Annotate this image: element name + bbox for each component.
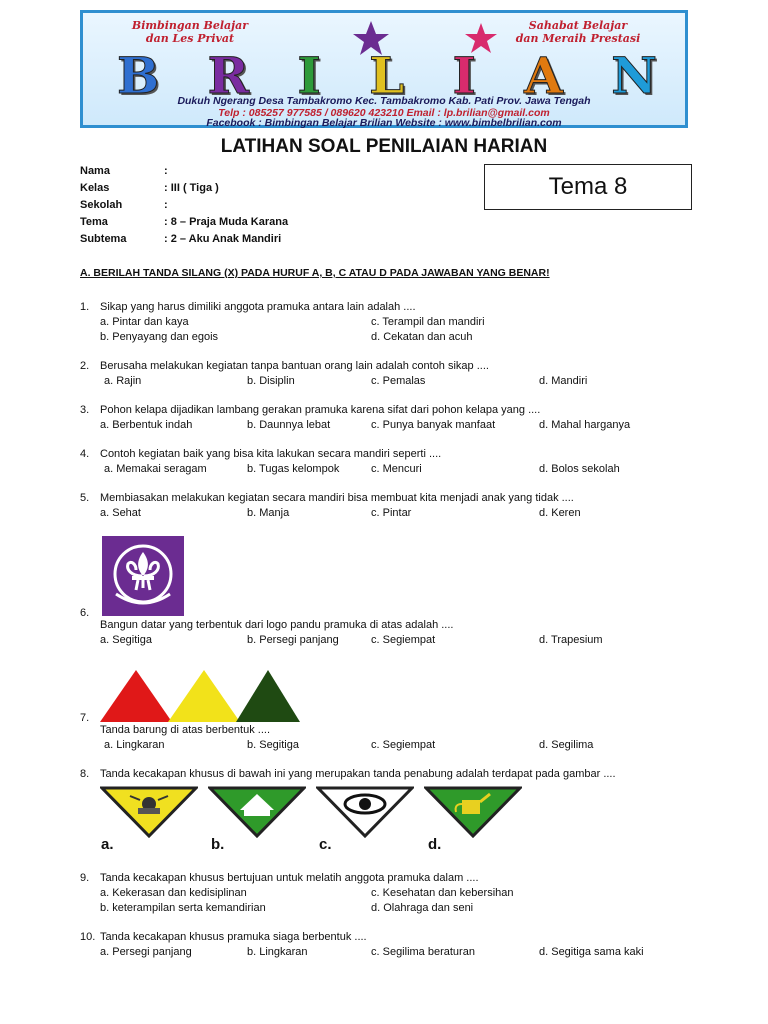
option-a: a. Rajin	[104, 375, 142, 387]
question-number: 5.	[80, 492, 90, 504]
identity-label-subtema: Subtema	[80, 233, 127, 245]
tagline-right-line2: dan Meraih Prestasi	[515, 32, 641, 45]
option-c: c. Mencuri	[371, 463, 422, 475]
option-a: a. Persegi panjang	[100, 946, 192, 958]
instruction-text: A. BERILAH TANDA SILANG (X) PADA HURUF A, B, C ATAU D PADA JAWABAN YANG BENAR!	[80, 267, 550, 279]
identity-value-kelas: : III ( Tiga )	[164, 182, 219, 194]
barung-triangles-image	[100, 668, 300, 724]
brand-letter: L	[369, 46, 405, 105]
option-a: a. Kekerasan dan kedisiplinan	[100, 887, 247, 899]
option-c: c. Segiempat	[371, 634, 436, 646]
option-a: a. Pintar dan kaya	[100, 316, 189, 328]
option-c: c. Segiempat	[371, 739, 436, 751]
identity-label-tema: Tema	[80, 216, 108, 228]
identity-label-kelas: Kelas	[80, 182, 110, 194]
option-d: d. Segilima	[539, 739, 594, 751]
question-stem: Tanda kecakapan khusus di bawah ini yang merupakan tanda penabung adalah terdapat pada gambar ....	[100, 768, 616, 780]
option-d: d. Bolos sekolah	[539, 463, 620, 475]
badge-icon	[100, 786, 198, 838]
page-title: LATIHAN SOAL PENILAIAN HARIAN	[220, 136, 548, 157]
identity-label-nama: Nama	[80, 165, 110, 177]
question-stem: Berusaha melakukan kegiatan tanpa bantuan orang lain adalah contoh sikap ....	[100, 360, 489, 372]
header-banner	[80, 10, 688, 128]
identity-label-sekolah: Sekolah	[80, 199, 123, 211]
option-a: a. Sehat	[100, 507, 141, 519]
question-number: 3.	[80, 404, 90, 416]
badge-icon	[316, 786, 414, 838]
badge-label-d: d.	[428, 836, 442, 853]
question-stem: Tanda barung di atas berbentuk ....	[100, 724, 271, 736]
question-number: 8.	[80, 768, 90, 780]
identity-value-sekolah: :	[164, 199, 168, 211]
badge-icon	[424, 786, 522, 838]
option-c: c. Segilima beraturan	[371, 946, 475, 958]
option-d: d. Mandiri	[539, 375, 588, 387]
option-b: b. Daunnya lebat	[247, 419, 331, 431]
option-b: b. Tugas kelompok	[247, 463, 340, 475]
option-b: b. Lingkaran	[247, 946, 308, 958]
badge-label-b: b.	[211, 836, 225, 853]
question-number: 6.	[80, 607, 90, 619]
option-c: c. Pemalas	[371, 375, 426, 387]
question-number: 7.	[80, 712, 90, 724]
tema-box: Tema 8	[484, 164, 692, 210]
option-b: b. Persegi panjang	[247, 634, 339, 646]
banner-contact: Telp : 085257 977585 / 089620 423210 Email : lp.brilian@gmail.com	[218, 107, 550, 119]
question-number: 10.	[80, 931, 96, 943]
option-c: c. Punya banyak manfaat	[371, 419, 496, 431]
scout-fleur-de-lis-icon	[102, 536, 184, 616]
badge-label-a: a.	[101, 836, 114, 853]
tagline-left-line2: dan Les Privat	[145, 32, 235, 45]
brand-letter: A	[524, 46, 563, 105]
option-d: d. Cekatan dan acuh	[371, 331, 473, 343]
question-stem: Sikap yang harus dimiliki anggota pramuka antara lain adalah ....	[100, 301, 416, 313]
option-b: b. keterampilan serta kemandirian	[100, 902, 266, 914]
option-c: c. Pintar	[371, 507, 412, 519]
option-a: a. Segitiga	[100, 634, 152, 646]
banner-address: Dukuh Ngerang Desa Tambakromo Kec. Tambakromo Kab. Pati Prov. Jawa Tengah	[177, 95, 591, 107]
option-d: d. Trapesium	[539, 634, 603, 646]
question-stem: Membiasakan melakukan kegiatan secara mandiri bisa membuat kita menjadi anak yang tidak ....	[100, 492, 574, 504]
option-c: c. Terampil dan mandiri	[371, 316, 485, 328]
option-b: b. Manja	[247, 507, 290, 519]
brand-letter: I	[297, 46, 321, 105]
option-b: b. Disiplin	[247, 375, 295, 387]
option-d: d. Keren	[539, 507, 581, 519]
question-number: 9.	[80, 872, 90, 884]
triangle-icon	[236, 670, 300, 722]
option-a: a. Berbentuk indah	[100, 419, 193, 431]
triangle-icon	[100, 670, 172, 722]
tagline-right-line1: Sahabat Belajar	[528, 19, 628, 32]
question-number: 1.	[80, 301, 90, 313]
brand-letter: I	[452, 46, 476, 105]
option-a: a. Memakai seragam	[104, 463, 207, 475]
banner-tagline-left	[115, 19, 265, 45]
badge-label-c: c.	[319, 836, 332, 853]
brand-letter: N	[611, 46, 657, 105]
banner-social: Facebook : Bimbingan Belajar Brilian Website : www.bimbelbrilian.com	[206, 117, 562, 129]
question-number: 4.	[80, 448, 90, 460]
identity-value-subtema: : 2 – Aku Anak Mandiri	[164, 233, 282, 245]
question-stem: Pohon kelapa dijadikan lambang gerakan pramuka karena sifat dari pohon kelapa yang ....	[100, 404, 541, 416]
triangle-icon	[168, 670, 240, 722]
scout-logo-image	[102, 536, 184, 616]
question-number: 2.	[80, 360, 90, 372]
banner-tagline-right	[503, 19, 653, 45]
option-d: d. Mahal harganya	[539, 419, 631, 431]
question-stem: Bangun datar yang terbentuk dari logo pandu pramuka di atas adalah ....	[100, 619, 454, 631]
option-d: d. Olahraga dan seni	[371, 902, 474, 914]
option-c: c. Kesehatan dan kebersihan	[371, 887, 514, 899]
brand-letter: B	[117, 46, 160, 105]
option-b: b. Penyayang dan egois	[100, 331, 219, 343]
option-a: a. Lingkaran	[104, 739, 165, 751]
identity-value-nama: :	[164, 165, 168, 177]
option-d: d. Segitiga sama kaki	[539, 946, 644, 958]
option-b: b. Segitiga	[247, 739, 299, 751]
question-stem: Tanda kecakapan khusus pramuka siaga berbentuk ....	[100, 931, 367, 943]
brand-letter: R	[207, 46, 250, 105]
tagline-left-line1: Bimbingan Belajar	[131, 19, 249, 32]
question-stem: Contoh kegiatan baik yang bisa kita lakukan secara mandiri seperti ....	[100, 448, 442, 460]
identity-value-tema: : 8 – Praja Muda Karana	[164, 216, 289, 228]
badge-icon	[208, 786, 306, 838]
question-stem: Tanda kecakapan khusus bertujuan untuk melatih anggota pramuka dalam ....	[100, 872, 479, 884]
